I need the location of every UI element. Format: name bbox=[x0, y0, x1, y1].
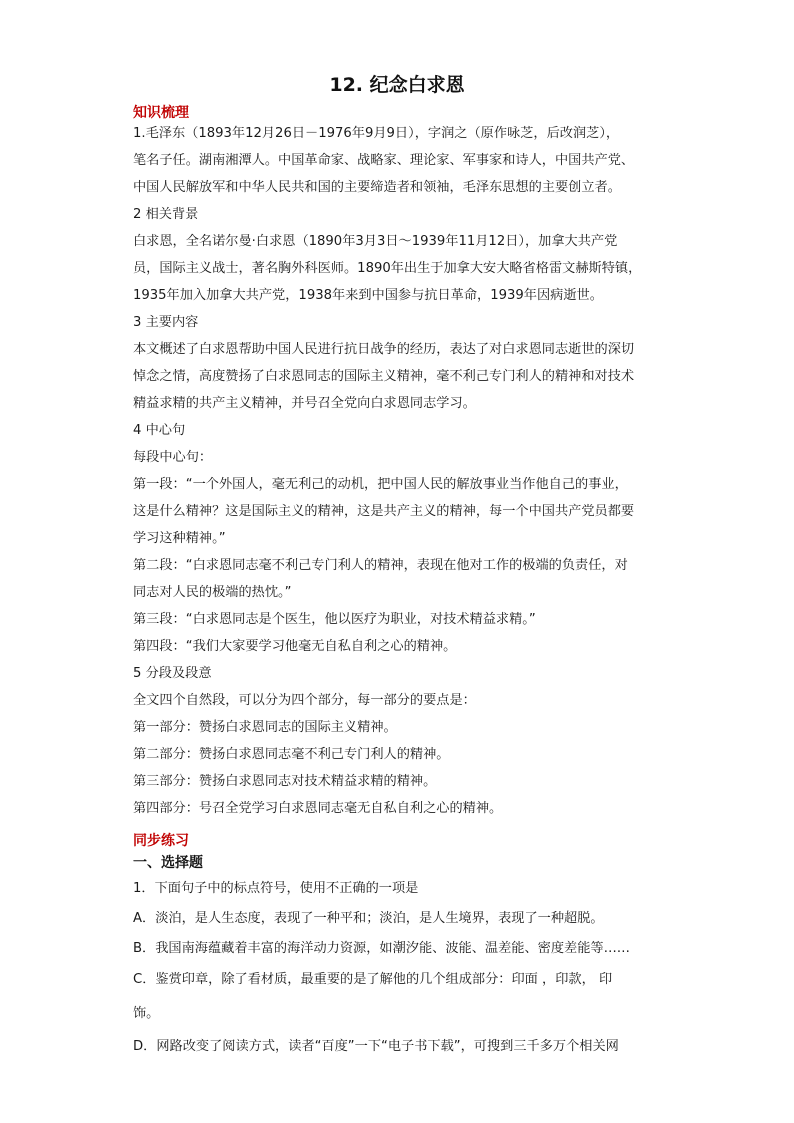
question-stem: 1．下面句子中的标点符号，使用不正确的一项是 bbox=[133, 881, 419, 896]
subheading-sections: 5 分段及段意 bbox=[133, 666, 212, 681]
page-title: 12. 纪念白求恩 bbox=[329, 74, 465, 96]
option-c-continued: 饰。 bbox=[133, 1006, 160, 1021]
option-d: D．网路改变了阅读方式，读者“百度”一下“电子书下载”，可搜到三千多万个相关网 bbox=[133, 1039, 619, 1054]
paragraph-line: 第四段：“我们大家要学习他毫无自私自利之心的精神。 bbox=[133, 639, 457, 654]
paragraph-line: 中国人民解放军和中华人民共和国的主要缔造者和领袖，毛泽东思想的主要创立者。 bbox=[133, 180, 621, 195]
paragraph-line: 第一段：“一个外国人，毫无利己的动机，把中国人民的解放事业当作他自己的事业， bbox=[133, 477, 628, 492]
paragraph-line: 白求恩，全名诺尔曼·白求恩（1890年3月3日～1939年11月12日），加拿大共产党 bbox=[133, 234, 618, 249]
paragraph-line: 每段中心句： bbox=[133, 450, 213, 465]
paragraph-line: 第二段：“白求恩同志毫不利己专门利人的精神，表现在他对工作的极端的负责任，对 bbox=[133, 558, 628, 573]
paragraph-line: 员，国际主义战士，著名胸外科医师。1890年出生于加拿大安大略省格雷文赫斯特镇， bbox=[133, 261, 642, 276]
subheading-central-sentence: 4 中心句 bbox=[133, 423, 186, 438]
paragraph-line: 第四部分：号召全党学习白求恩同志毫无自私自利之心的精神。 bbox=[133, 801, 503, 816]
paragraph-line: 第二部分：赞扬白求恩同志毫不利己专门利人的精神。 bbox=[133, 747, 450, 762]
paragraph-line: 第一部分：赞扬白求恩同志的国际主义精神。 bbox=[133, 720, 397, 735]
paragraph-line: 本文概述了白求恩帮助中国人民进行抗日战争的经历，表达了对白求恩同志逝世的深切 bbox=[133, 342, 635, 357]
option-a: A．淡泊，是人生态度，表现了一种平和；淡泊，是人生境界，表现了一种超脱。 bbox=[133, 911, 604, 926]
paragraph-line: 这是什么精神？这是国际主义的精神，这是共产主义的精神，每一个中国共产党员都要 bbox=[133, 504, 635, 519]
subheading-background: 2 相关背景 bbox=[133, 207, 199, 222]
section-heading-practice: 同步练习 bbox=[133, 833, 189, 849]
paragraph-line: 1.毛泽东（1893年12月26日－1976年9月9日），字润之（原作咏芝，后改润芝）， bbox=[133, 126, 620, 141]
paragraph-line: 学习这种精神。” bbox=[133, 531, 226, 546]
paragraph-line: 1935年加入加拿大共产党，1938年来到中国参与抗日革命，1939年因病逝世。 bbox=[133, 288, 603, 303]
paragraph-line: 笔名子任。湖南湘潭人。中国革命家、战略家、理论家、军事家和诗人，中国共产党、 bbox=[133, 153, 635, 168]
option-c: C．鉴赏印章，除了看材质，最重要的是了解他的几个组成部分：印面 ，印款， 印 bbox=[133, 972, 613, 987]
paragraph-line: 全文四个自然段，可以分为四个部分，每一部分的要点是： bbox=[133, 693, 476, 708]
paragraph-line: 第三部分：赞扬白求恩同志对技术精益求精的精神。 bbox=[133, 774, 437, 789]
paragraph-line: 同志对人民的极端的热忱。” bbox=[133, 585, 292, 600]
option-b: B．我国南海蕴藏着丰富的海洋动力资源，如潮汐能、波能、温差能、密度差能等…… bbox=[133, 941, 630, 956]
paragraph-line: 精益求精的共产主义精神，并号召全党向白求恩同志学习。 bbox=[133, 396, 476, 411]
section-heading-knowledge: 知识梳理 bbox=[133, 105, 189, 121]
subheading-content: 3 主要内容 bbox=[133, 315, 199, 330]
subheading-choice-questions: 一、选择题 bbox=[133, 855, 203, 871]
paragraph-line: 第三段：“白求恩同志是个医生，他以医疗为职业，对技术精益求精。” bbox=[133, 612, 536, 627]
paragraph-line: 悼念之情，高度赞扬了白求恩同志的国际主义精神，毫不利己专门利人的精神和对技术 bbox=[133, 369, 635, 384]
